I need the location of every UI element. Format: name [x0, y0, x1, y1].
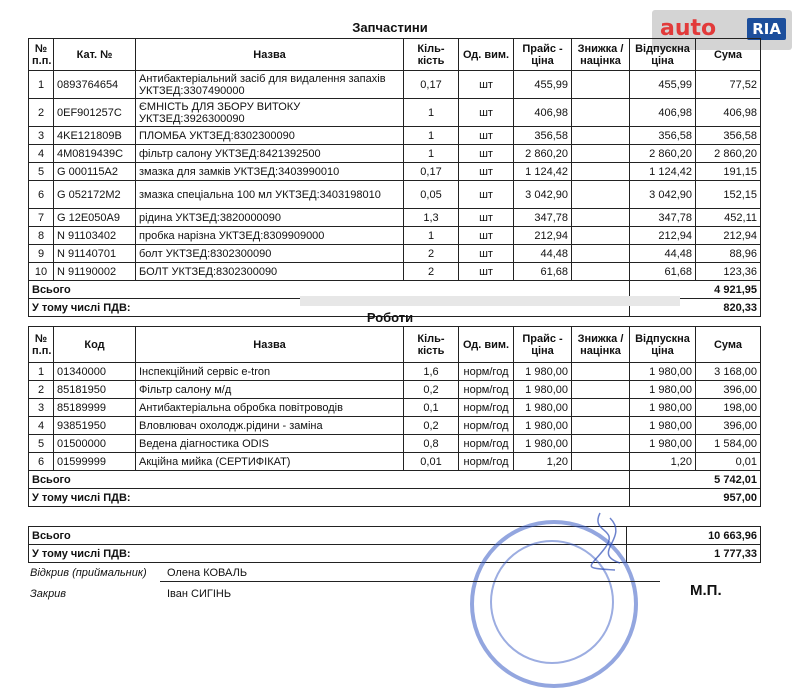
row-discount [572, 263, 630, 281]
row-qty: 1 [404, 127, 459, 145]
row-sum: 0,01 [696, 453, 761, 471]
row-number: 3 [29, 127, 54, 145]
row-code: 01599999 [54, 453, 136, 471]
row-sum: 198,00 [696, 399, 761, 417]
works-title: Роботи [366, 310, 414, 325]
row-price: 1 124,42 [514, 163, 572, 181]
grand-vat-label: У тому числі ПДВ: [29, 545, 627, 563]
parts-title: Запчастини [352, 20, 428, 35]
col-header-unit: Од. вим. [459, 327, 514, 363]
grand-total-table [28, 526, 761, 563]
row-discount [572, 417, 630, 435]
grand-total-row [29, 527, 761, 545]
row-sale-price: 212,94 [630, 227, 696, 245]
parts-table-row [29, 227, 761, 245]
works-total-label: Всього [29, 471, 630, 489]
parts-table-row [29, 245, 761, 263]
opened-by-name: Олена КОВАЛЬ [167, 567, 248, 579]
row-name: рідина УКТЗЕД:3820000090 [136, 209, 404, 227]
col-header-sale-price: Відпускна ціна [630, 39, 696, 71]
row-sum: 77,52 [696, 71, 761, 99]
row-number: 4 [29, 417, 54, 435]
row-qty: 0,1 [404, 399, 459, 417]
row-code: N 91103402 [54, 227, 136, 245]
col-header-sale-price: Відпускна ціна [630, 327, 696, 363]
row-unit: шт [459, 209, 514, 227]
parts-table-row [29, 263, 761, 281]
row-name: пробка нарізна УКТЗЕД:8309909000 [136, 227, 404, 245]
row-sum: 356,58 [696, 127, 761, 145]
row-qty: 0,05 [404, 181, 459, 209]
row-qty: 0,2 [404, 417, 459, 435]
row-sale-price: 1 980,00 [630, 417, 696, 435]
row-price: 1 980,00 [514, 381, 572, 399]
row-sum: 396,00 [696, 381, 761, 399]
row-name: болт УКТЗЕД:8302300090 [136, 245, 404, 263]
grand-total-label: Всього [29, 527, 627, 545]
row-code: G 12E050A9 [54, 209, 136, 227]
row-qty: 1 [404, 99, 459, 127]
row-name: Фільтр салону м/д [136, 381, 404, 399]
row-number: 5 [29, 435, 54, 453]
row-code: 0893764654 [54, 71, 136, 99]
opened-signature-line [160, 581, 660, 582]
row-code: G 000115A2 [54, 163, 136, 181]
col-header-code: Кат. № [54, 39, 136, 71]
row-price: 356,58 [514, 127, 572, 145]
works-table-row [29, 399, 761, 417]
row-discount [572, 363, 630, 381]
row-sale-price: 455,99 [630, 71, 696, 99]
parts-table-row [29, 181, 761, 209]
row-qty: 1,3 [404, 209, 459, 227]
row-number: 2 [29, 381, 54, 399]
row-sale-price: 2 860,20 [630, 145, 696, 163]
row-name: Інспекційний сервіс e-tron [136, 363, 404, 381]
col-header-qty: Кіль-кість [404, 39, 459, 71]
row-sum: 152,15 [696, 181, 761, 209]
row-sale-price: 1 980,00 [630, 399, 696, 417]
row-code: 85189999 [54, 399, 136, 417]
col-header-discount: Знижка / націнка [572, 39, 630, 71]
row-sum: 396,00 [696, 417, 761, 435]
row-name: ПЛОМБА УКТЗЕД:8302300090 [136, 127, 404, 145]
row-number: 1 [29, 363, 54, 381]
row-code: 01500000 [54, 435, 136, 453]
row-number: 5 [29, 163, 54, 181]
row-number: 2 [29, 99, 54, 127]
works-vat-row [29, 489, 761, 507]
works-table-row [29, 453, 761, 471]
col-header-code: Код [54, 327, 136, 363]
grand-vat-value: 1 777,33 [627, 545, 761, 563]
works-table-row [29, 381, 761, 399]
row-sale-price: 347,78 [630, 209, 696, 227]
parts-table-row [29, 209, 761, 227]
row-sale-price: 1 980,00 [630, 435, 696, 453]
closed-by-name: Іван СИГІНЬ [167, 588, 232, 600]
signature-scribble [560, 508, 650, 578]
row-unit: шт [459, 127, 514, 145]
row-unit: шт [459, 181, 514, 209]
row-code: 4KE121809B [54, 127, 136, 145]
row-unit: норм/год [459, 417, 514, 435]
row-code: 85181950 [54, 381, 136, 399]
row-price: 406,98 [514, 99, 572, 127]
row-sum: 88,96 [696, 245, 761, 263]
row-number: 3 [29, 399, 54, 417]
row-sale-price: 1 980,00 [630, 381, 696, 399]
row-price: 1,20 [514, 453, 572, 471]
row-sale-price: 406,98 [630, 99, 696, 127]
row-number: 1 [29, 71, 54, 99]
row-code: G 052172M2 [54, 181, 136, 209]
row-number: 8 [29, 227, 54, 245]
col-header-num: № п.п. [29, 39, 54, 71]
row-number: 7 [29, 209, 54, 227]
closed-by-label: Закрив [30, 588, 67, 600]
col-header-discount: Знижка / націнка [572, 327, 630, 363]
row-price: 2 860,20 [514, 145, 572, 163]
works-table-row [29, 435, 761, 453]
works-header-row [29, 327, 761, 363]
col-header-num: № п.п. [29, 327, 54, 363]
row-number: 9 [29, 245, 54, 263]
row-discount [572, 127, 630, 145]
row-number: 4 [29, 145, 54, 163]
col-header-sum: Сума [696, 39, 761, 71]
row-number: 6 [29, 181, 54, 209]
row-sale-price: 356,58 [630, 127, 696, 145]
row-sale-price: 44,48 [630, 245, 696, 263]
grand-vat-row [29, 545, 761, 563]
works-total-row [29, 471, 761, 489]
works-table-row [29, 363, 761, 381]
row-discount [572, 227, 630, 245]
row-number: 6 [29, 453, 54, 471]
row-sum: 1 584,00 [696, 435, 761, 453]
row-name: Антибактеріальна обробка повітроводів [136, 399, 404, 417]
parts-table [28, 38, 761, 317]
parts-vat-label: У тому числі ПДВ: [29, 299, 630, 317]
row-sum: 212,94 [696, 227, 761, 245]
logo-auto-text: auto [660, 16, 717, 41]
row-sum: 406,98 [696, 99, 761, 127]
row-name: змазка спеціальна 100 мл УКТЗЕД:3403198010 [136, 181, 404, 209]
parts-total-value: 4 921,95 [630, 281, 761, 299]
parts-table-row [29, 163, 761, 181]
row-name: БОЛТ УКТЗЕД:8302300090 [136, 263, 404, 281]
col-header-name: Назва [136, 327, 404, 363]
row-sum: 191,15 [696, 163, 761, 181]
row-discount [572, 245, 630, 263]
row-unit: норм/год [459, 453, 514, 471]
row-price: 61,68 [514, 263, 572, 281]
row-discount [572, 163, 630, 181]
row-price: 44,48 [514, 245, 572, 263]
row-price: 1 980,00 [514, 435, 572, 453]
row-discount [572, 99, 630, 127]
logo-ria-text: RIA [747, 18, 786, 40]
row-sum: 452,11 [696, 209, 761, 227]
row-discount [572, 399, 630, 417]
works-total-value: 5 742,01 [630, 471, 761, 489]
row-sum: 123,36 [696, 263, 761, 281]
row-qty: 0,8 [404, 435, 459, 453]
row-qty: 0,17 [404, 163, 459, 181]
row-qty: 1 [404, 145, 459, 163]
row-qty: 1 [404, 227, 459, 245]
row-sale-price: 1 124,42 [630, 163, 696, 181]
row-discount [572, 381, 630, 399]
row-discount [572, 209, 630, 227]
row-price: 455,99 [514, 71, 572, 99]
parts-header-row [29, 39, 761, 71]
row-unit: шт [459, 71, 514, 99]
row-qty: 0,01 [404, 453, 459, 471]
row-qty: 0,17 [404, 71, 459, 99]
col-header-unit: Од. вим. [459, 39, 514, 71]
row-name: фільтр салону УКТЗЕД:8421392500 [136, 145, 404, 163]
parts-total-label: Всього [29, 281, 630, 299]
row-qty: 0,2 [404, 381, 459, 399]
row-sum: 2 860,20 [696, 145, 761, 163]
row-discount [572, 435, 630, 453]
row-unit: шт [459, 145, 514, 163]
works-table [28, 326, 761, 507]
row-unit: шт [459, 263, 514, 281]
parts-table-row [29, 145, 761, 163]
row-discount [572, 71, 630, 99]
row-price: 212,94 [514, 227, 572, 245]
row-sum: 3 168,00 [696, 363, 761, 381]
row-price: 3 042,90 [514, 181, 572, 209]
row-price: 1 980,00 [514, 417, 572, 435]
parts-table-row [29, 99, 761, 127]
row-discount [572, 181, 630, 209]
row-discount [572, 453, 630, 471]
row-code: 0EF901257C [54, 99, 136, 127]
scan-smudge [300, 296, 680, 306]
row-code: N 91140701 [54, 245, 136, 263]
row-qty: 2 [404, 245, 459, 263]
row-name: Ведена діагностика ODIS [136, 435, 404, 453]
row-code: 4M0819439C [54, 145, 136, 163]
row-name: Акційна мийка (СЕРТИФІКАТ) [136, 453, 404, 471]
row-price: 1 980,00 [514, 399, 572, 417]
row-sale-price: 1 980,00 [630, 363, 696, 381]
row-unit: норм/год [459, 363, 514, 381]
col-header-qty: Кіль-кість [404, 327, 459, 363]
col-header-sum: Сума [696, 327, 761, 363]
row-qty: 2 [404, 263, 459, 281]
row-price: 1 980,00 [514, 363, 572, 381]
row-sale-price: 1,20 [630, 453, 696, 471]
row-name: змазка для замків УКТЗЕД:3403990010 [136, 163, 404, 181]
works-vat-value: 957,00 [630, 489, 761, 507]
row-sale-price: 3 042,90 [630, 181, 696, 209]
grand-total-value: 10 663,96 [627, 527, 761, 545]
row-unit: норм/год [459, 435, 514, 453]
row-number: 10 [29, 263, 54, 281]
parts-table-row [29, 71, 761, 99]
row-unit: норм/год [459, 399, 514, 417]
row-unit: норм/год [459, 381, 514, 399]
row-price: 347,78 [514, 209, 572, 227]
col-header-price: Прайс - ціна [514, 39, 572, 71]
row-qty: 1,6 [404, 363, 459, 381]
works-vat-label: У тому числі ПДВ: [29, 489, 630, 507]
row-code: N 91190002 [54, 263, 136, 281]
col-header-name: Назва [136, 39, 404, 71]
row-unit: шт [459, 245, 514, 263]
row-name: ЄМНІСТЬ ДЛЯ ЗБОРУ ВИТОКУ УКТЗЕД:3926300090 [136, 99, 404, 127]
row-unit: шт [459, 99, 514, 127]
row-sale-price: 61,68 [630, 263, 696, 281]
col-header-price: Прайс - ціна [514, 327, 572, 363]
row-unit: шт [459, 227, 514, 245]
row-name: Антибактеріальний засіб для видалення запахів УКТЗЕД:3307490000 [136, 71, 404, 99]
row-discount [572, 145, 630, 163]
row-code: 01340000 [54, 363, 136, 381]
row-code: 93851950 [54, 417, 136, 435]
row-unit: шт [459, 163, 514, 181]
works-table-row [29, 417, 761, 435]
row-name: Вловлювач охолодж.рідини - заміна [136, 417, 404, 435]
parts-table-row [29, 127, 761, 145]
opened-by-label: Відкрив (приймальник) [30, 567, 147, 579]
parts-vat-value: 820,33 [630, 299, 761, 317]
stamp-place-label: М.П. [690, 582, 722, 599]
